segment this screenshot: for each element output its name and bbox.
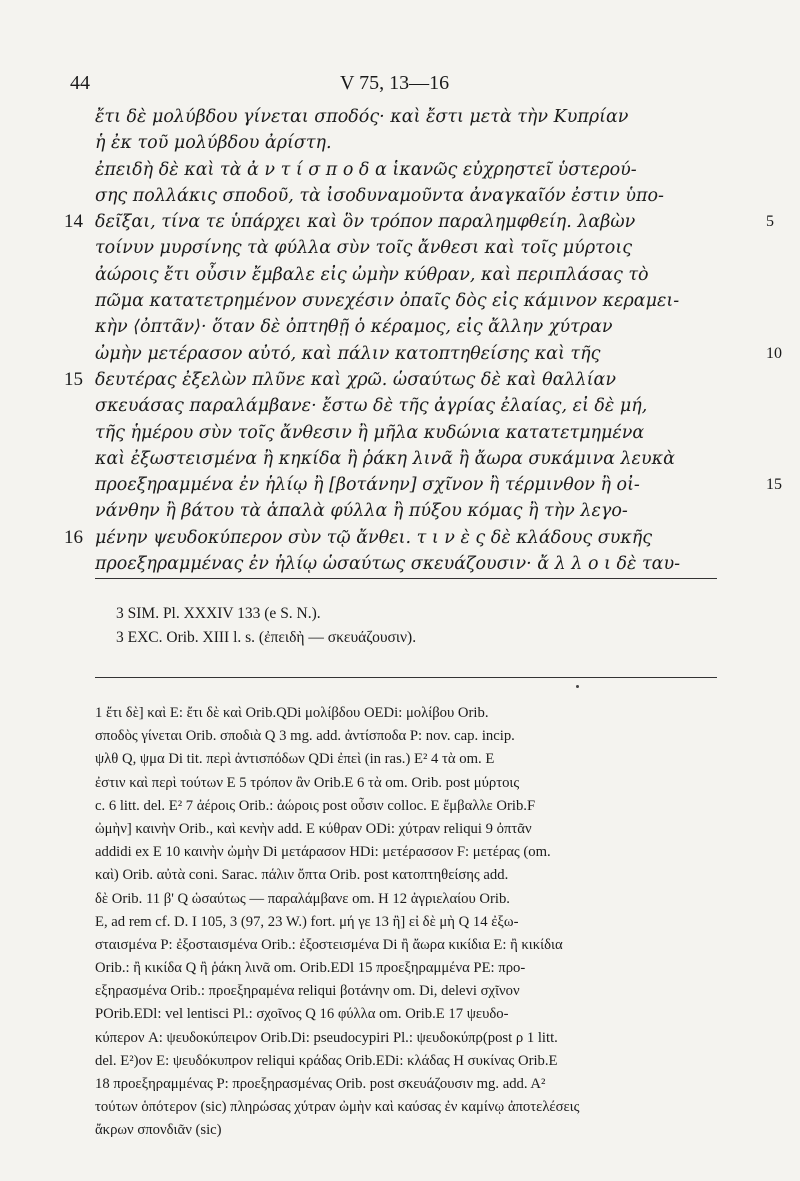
apparatus-line: κύπερον A: ψευδοκύπειρον Orib.Di: pseudocypiri Pl.: ψευδοκύπρ(post ρ 1 litt. (95, 1029, 558, 1046)
line-text: σκευάσας παραλάμβανε· ἔστω δὲ τῆς ἀγρίας ἐλαίας, εἰ δὲ μή, (95, 396, 648, 417)
text-line (0, 262, 800, 288)
line-number-right: 10 (766, 344, 782, 362)
apparatus-line: ἄκρων σπονδιᾶν (sic) (95, 1122, 222, 1139)
text-line (0, 314, 800, 340)
source-line: 3 EXC. Orib. XIII l. s. (ἐπειδὴ — σκευάζουσιν). (116, 629, 417, 646)
line-text: προεξηραμμένας ἐν ἡλίῳ ὡσαύτως σκευάζουσιν· ἄ λ λ ο ι δὲ ταυ- (95, 554, 681, 575)
apparatus-line: τούτων ὁπότερον (sic) πληρώσας χύτραν ὠμὴν καὶ καύσας ἐν καμίνῳ ἀποτελέσεις (95, 1099, 580, 1116)
apparatus-line: καὶ) Orib. αὐτὰ coni. Sarac. πάλιν ὄπτα Orib. post κατοπτηθείσης add. (95, 867, 509, 884)
apparatus-line: εξηρασμένα Orib.: προεξηραμένα reliqui βοτάνην om. Di, delevi σχῖνον (95, 983, 520, 1000)
text-line (0, 130, 800, 156)
apparatus-line: ἐστιν καὶ περὶ τούτων E 5 τρόπον ἂν Orib.E 6 τὰ om. Orib. post μύρτοις (95, 774, 520, 791)
line-text: πῶμα κατατετρημένον συνεχέσιν ὀπαῖς δὸς εἰς κάμινον κεραμει- (95, 291, 680, 312)
separator-rule (95, 578, 717, 579)
apparatus-line: 18 προεξηραμμένας P: προεξηρασμένας Orib. post σκευάζουσιν mg. add. A² (95, 1076, 546, 1092)
page-number: 44 (70, 72, 90, 94)
running-reference: V 75, 13—16 (340, 72, 450, 94)
text-line (0, 235, 800, 261)
apparatus-line: σποδὸς γίνεται Orib. σποδιὰ Q 3 mg. add. ἀντίσποδα P: nov. cap. incip. (95, 728, 515, 745)
text-line (0, 288, 800, 314)
line-text: ἡ ἐκ τοῦ μολύβδου ἀρίστη. (95, 133, 332, 154)
text-line (0, 104, 800, 130)
apparatus-line: Orib.: ἢ κικίδα Q ἢ ῥάκη λινᾶ om. Orib.EDl 15 προεξηραμμένα PE: προ- (95, 960, 526, 977)
line-text: προεξηραμμένα ἐν ἡλίῳ ἢ [βοτάνην] σχῖνον ἢ τέρμινθον ἢ οἰ- (95, 475, 640, 496)
apparatus-line: POrib.EDl: vel lentisci Pl.: σχοῖνος Q 16 φύλλα om. Orib.E 17 ψευδο- (95, 1006, 509, 1023)
apparatus-line: E, ad rem cf. D. I 105, 3 (97, 23 W.) fort. μή γε 13 ἢ] εἰ δὲ μὴ Q 14 ἐξω- (95, 913, 519, 930)
line-number-left: 16 (64, 526, 83, 548)
main-text (0, 104, 800, 577)
text-line (0, 367, 800, 393)
text-line (0, 472, 800, 498)
apparatus-line: 1 ἔτι δὲ] καὶ E: ἔτι δὲ καὶ Orib.QDi μολίβδου OEDi: μολίβου Orib. (95, 705, 489, 721)
line-text: νάνθην ἢ βάτου τὰ ἁπαλὰ φύλλα ἢ πύξου κόμας ἢ τὴν λεγο- (95, 501, 628, 522)
separator-rule (95, 677, 717, 678)
text-line (0, 341, 800, 367)
text-line (0, 209, 800, 235)
line-number-left: 14 (64, 211, 83, 233)
text-line (0, 393, 800, 419)
line-text: καὶ ἐξωστεισμένα ἢ κηκίδα ἢ ῥάκη λινᾶ ἢ ἄωρα συκάμινα λευκὰ (95, 448, 675, 469)
line-text: κὴν ⟨ὀπτᾶν⟩· ὅταν δὲ ὀπτηθῇ ὁ κέραμος, εἰς ἄλλην χύτραν (95, 317, 613, 338)
apparatus-line: δὲ Orib. 11 β' Q ὡσαύτως — παραλάμβανε om. H 12 ἀγριελαίου Orib. (95, 890, 510, 907)
apparatus-line: ὠμὴν] καινὴν Orib., καὶ κενὴν add. E κύθραν ODi: χύτραν reliqui 9 ὀπτᾶν (95, 820, 532, 837)
apparatus-line: c. 6 litt. del. E² 7 ἀέροις Orib.: ἀώροις post οὖσιν colloc. E ἔμβαλλε Orib.F (95, 797, 536, 814)
line-text: τοίνυν μυρσίνης τὰ φύλλα σὺν τοῖς ἄνθεσι καὶ τοῖς μύρτοις (95, 238, 632, 259)
text-line (0, 525, 800, 551)
apparatus-line: σταισμένα P: ἐξοσταισμένα Orib.: ἐξοστεισμένα Di ἢ ἄωρα κικίδια E: ἢ κικίδια (95, 936, 563, 953)
line-text: ἀώροις ἔτι οὖσιν ἔμβαλε εἰς ὠμὴν κύθραν, καὶ περιπλάσας τὸ (95, 264, 649, 285)
text-line (0, 446, 800, 472)
line-text: δευτέρας ἐξελὼν πλῦνε καὶ χρῶ. ὡσαύτως δὲ καὶ θαλλίαν (95, 369, 616, 390)
source-notes (0, 602, 800, 650)
text-line (0, 498, 800, 524)
line-text: ἐπειδὴ δὲ καὶ τὰ ἀ ν τ ί σ π ο δ α ἱκανῶς εὐχρηστεῖ ὑστερού- (95, 159, 637, 180)
line-text: ὠμὴν μετέρασον αὐτό, καὶ πάλιν κατοπτηθείσης καὶ τῆς (95, 343, 601, 364)
line-number-right: 15 (766, 476, 782, 494)
source-line: 3 SIM. Pl. XXXIV 133 (e S. N.). (116, 605, 321, 622)
line-text: τῆς ἡμέρου σὺν τοῖς ἄνθεσιν ἢ μῆλα κυδώνια κατατετμημένα (95, 422, 645, 443)
apparatus-line: del. E²)ον E: ψευδόκυπρον reliqui κράδας Orib.EDi: κλάδας H συκίνας Orib.E (95, 1052, 558, 1069)
line-number-left: 15 (64, 368, 83, 390)
dot-mark (576, 685, 579, 688)
text-line (0, 551, 800, 577)
line-text: μένην ψευδοκύπερον σὺν τῷ ἄνθει. τ ι ν ὲ ς δὲ κλάδους συκῆς (95, 527, 653, 548)
line-number-right: 5 (766, 213, 774, 231)
apparatus-line: addidi ex E 10 καινὴν ὠμὴν Di μετάρασον HDi: μετέρασσον F: μετέρας (om. (95, 844, 551, 861)
line-text: ἔτι δὲ μολύβδου γίνεται σποδός· καὶ ἔστι μετὰ τὴν Κυπρίαν (95, 107, 629, 127)
critical-apparatus (0, 702, 800, 1143)
text-line (0, 183, 800, 209)
text-line (0, 420, 800, 446)
line-text: σης πολλάκις σποδοῦ, τὰ ἰσοδυναμοῦντα ἀναγκαῖόν ἐστιν ὑπο- (95, 185, 664, 206)
text-line (0, 157, 800, 183)
line-text: δεῖξαι, τίνα τε ὑπάρχει καὶ ὃν τρόπον παραλημφθείη. λαβὼν (95, 212, 636, 233)
apparatus-line: ψλθ Q, ψμα Di tit. περὶ ἀντισπόδων QDi ἐπεὶ (in ras.) E² 4 τὰ om. E (95, 751, 495, 768)
running-header (0, 72, 800, 96)
